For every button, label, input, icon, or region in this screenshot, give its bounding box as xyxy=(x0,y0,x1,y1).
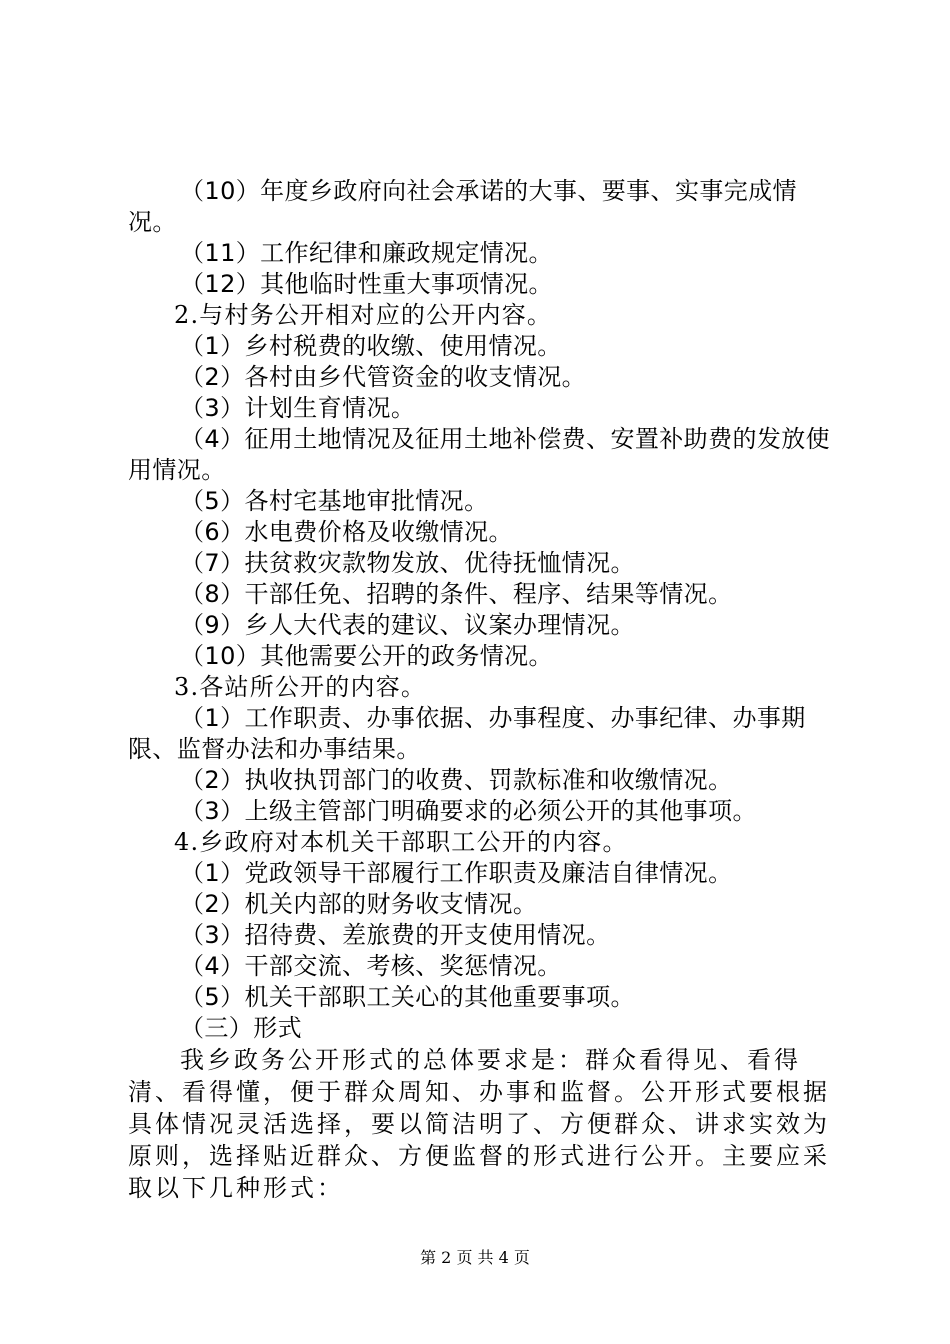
list-item: （1）工作职责、办事依据、办事程度、办事纪律、办事期限、监督办法和办事结果。 xyxy=(128,704,806,763)
list-item: （10）其他需要公开的政务情况。 xyxy=(180,642,553,670)
list-item: （12）其他临时性重大事项情况。 xyxy=(180,270,553,298)
list-item: （5）机关干部职工关心的其他重要事项。 xyxy=(180,983,635,1011)
list-item: （3）招待费、差旅费的开支使用情况。 xyxy=(180,921,611,949)
list-item: （10）年度乡政府向社会承诺的大事、要事、实事完成情况。 xyxy=(128,177,797,236)
subsection-heading: （三）形式 xyxy=(180,1014,302,1042)
list-item: （8）干部任免、招聘的条件、程序、结果等情况。 xyxy=(180,580,733,608)
document-content xyxy=(128,176,834,1204)
section-heading: 4.乡政府对本机关干部职工公开的内容。 xyxy=(174,828,628,856)
list-item: （6）水电费价格及收缴情况。 xyxy=(180,518,513,546)
list-item: （3）上级主管部门明确要求的必须公开的其他事项。 xyxy=(180,797,757,825)
list-item: （4）征用土地情况及征用土地补偿费、安置补助费的发放使用情况。 xyxy=(128,425,831,484)
body-paragraph: 我乡政务公开形式的总体要求是：群众看得见、看得清、看得懂，便于群众周知、办事和监督。公开形式要根据具体情况灵活选择，要以简洁明了、方便群众、讲求实效为原则，选择贴近群众、方便监督的形式进行公开。主要应采取以下几种形式： xyxy=(128,1046,830,1202)
list-item: （11）工作纪律和廉政规定情况。 xyxy=(180,239,553,267)
list-item: （5）各村宅基地审批情况。 xyxy=(180,487,489,515)
list-item: （3）计划生育情况。 xyxy=(180,394,416,422)
page-footer: 第 2 页 共 4 页 xyxy=(420,1248,530,1267)
list-item: （4）干部交流、考核、奖惩情况。 xyxy=(180,952,562,980)
section-heading: 2.与村务公开相对应的公开内容。 xyxy=(174,301,553,329)
section-heading: 3.各站所公开的内容。 xyxy=(174,673,427,701)
list-item: （9）乡人大代表的建议、议案办理情况。 xyxy=(180,611,635,639)
list-item: （2）执收执罚部门的收费、罚款标准和收缴情况。 xyxy=(180,766,733,794)
list-item: （2）各村由乡代管资金的收支情况。 xyxy=(180,363,587,391)
list-item: （1）乡村税费的收缴、使用情况。 xyxy=(180,332,562,360)
list-item: （1）党政领导干部履行工作职责及廉洁自律情况。 xyxy=(180,859,733,887)
list-item: （2）机关内部的财务收支情况。 xyxy=(180,890,538,918)
list-item: （7）扶贫救灾款物发放、优待抚恤情况。 xyxy=(180,549,635,577)
